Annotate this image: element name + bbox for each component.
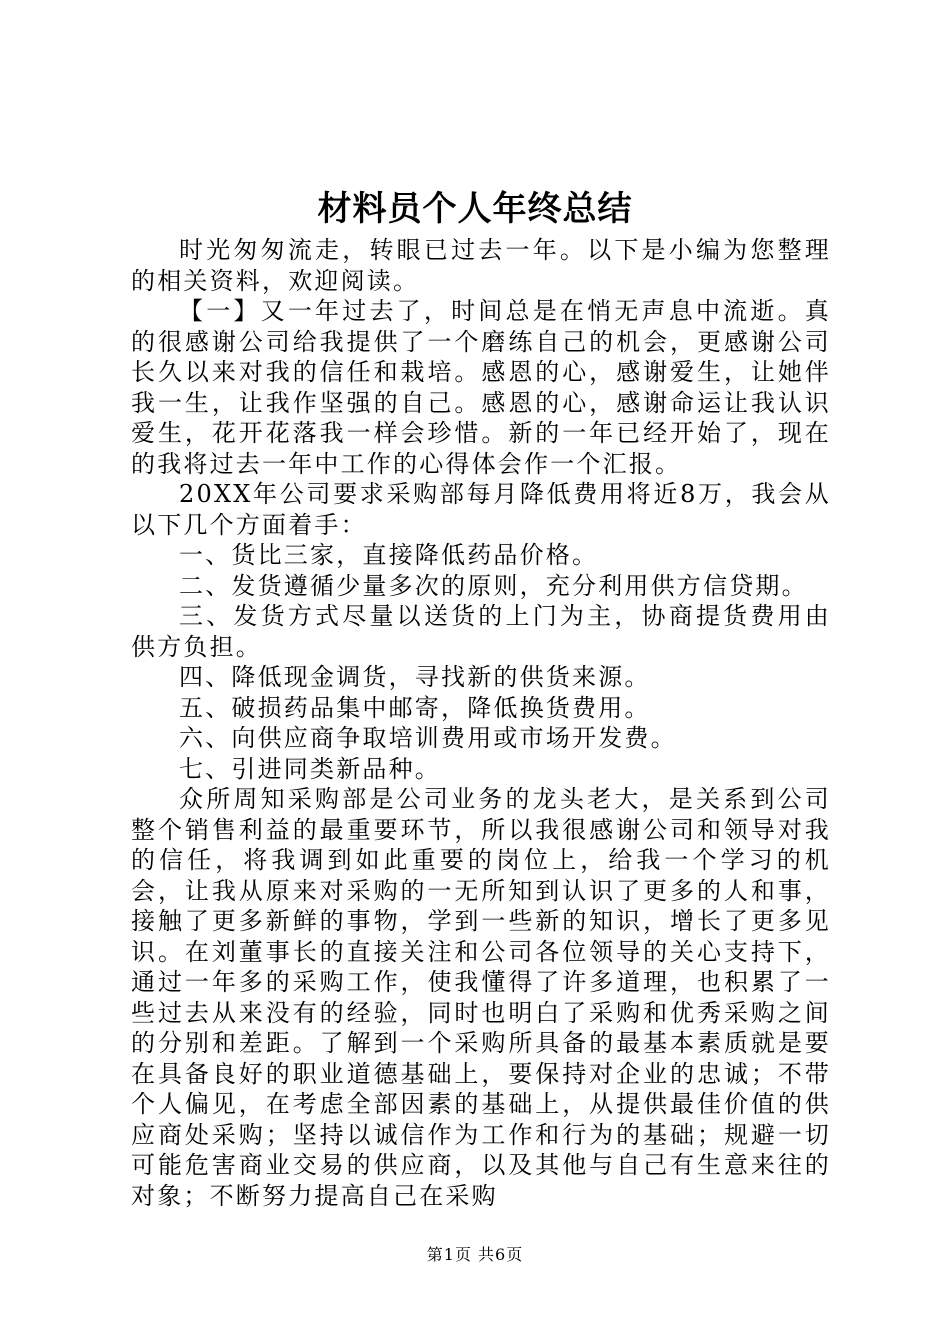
page-number: 第1页 共6页 [426, 1245, 524, 1264]
document-title: 材料员个人年终总结 [317, 189, 633, 229]
paragraph-one: 【一】又一年过去了，时间总是在悄无声息中流逝。真的很感谢公司给我提供了一个磨练自己的机会，更感谢公司长久以来对我的信任和栽培。感恩的心，感谢爱生，让她伴我一生，让我作坚强的自己。感恩的心，感谢命运让我认识爱生，花开花落我一样会珍惜。新的一年已经开始了，现在的我将过去一年中工作的心得体会作一个汇报。 [131, 297, 831, 478]
list-item: 四、降低现金调货，寻找新的供货来源。 [179, 663, 651, 691]
paragraph-purchasing: 众所周知采购部是公司业务的龙头老大，是关系到公司整个销售利益的最重要环节，所以我很感谢公司和领导对我的信任，将我调到如此重要的岗位上，给我一个学习的机会，让我从原来对采购的一无所知到认识了更多的人和事，接触了更多新鲜的事物，学到一些新的知识，增长了更多见识。在刘董事长的直接关注和公司各位领导的关心支持下，通过一年多的采购工作，使我懂得了许多道理，也积累了一些过去从来没有的经验，同时也明白了采购和优秀采购之间的分别和差距。了解到一个采购所具备的最基本素质就是要在具备良好的职业道德基础上，要保持对企业的忠诚；不带个人偏见，在考虑全部因素的基础上，从提供最佳价值的供应商处采购；坚持以诚信作为工作和行为的基础；规避一切可能危害商业交易的供应商，以及其他与自己有生意来往的对象；不断努力提高自己在采购 [131, 785, 831, 1210]
list-item: 一、货比三家，直接降低药品价格。 [179, 541, 599, 569]
list-item: 六、向供应商争取培训费用或市场开发费。 [179, 724, 677, 752]
list-item: 三、发货方式尽量以送货的上门为主，协商提货费用由供方负担。 [131, 602, 831, 661]
document-body [131, 235, 831, 1211]
list-item: 二、发货遵循少量多次的原则，充分利用供方信贷期。 [179, 571, 808, 600]
list-item: 七、引进同类新品种。 [179, 754, 441, 783]
list-item: 五、破损药品集中邮寄，降低换货费用。 [179, 693, 651, 722]
paragraph-plan: 20XX年公司要求采购部每月降低费用将近8万，我会从以下几个方面着手： [131, 480, 831, 539]
intro-paragraph: 时光匆匆流走，转眼已过去一年。以下是小编为您整理的相关资料，欢迎阅读。 [131, 236, 831, 295]
